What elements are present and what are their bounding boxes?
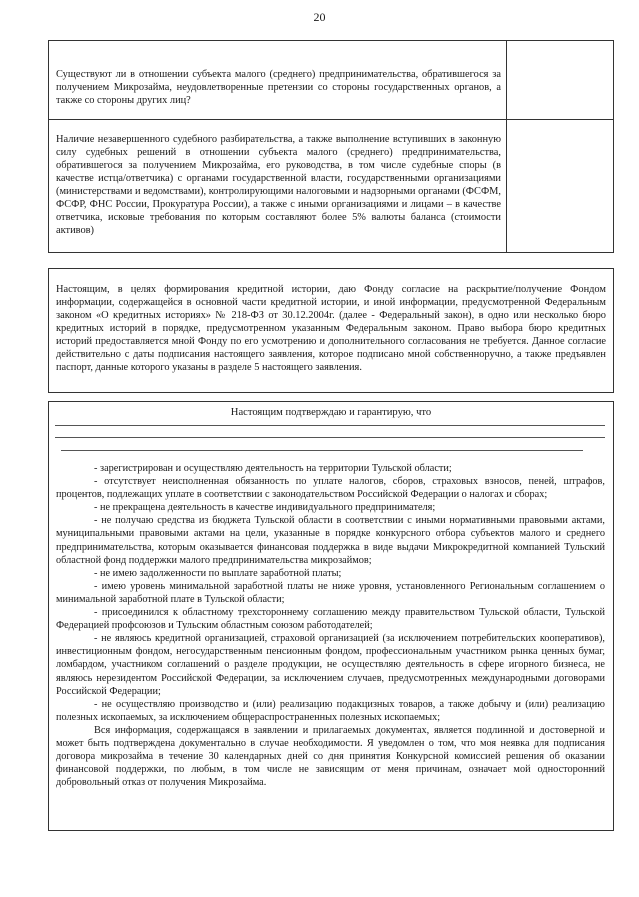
- guarantee-list: [56, 462, 605, 789]
- blank-line: [55, 425, 605, 426]
- guarantee-item: - имею уровень минимальной заработной платы не ниже уровня, установленного Региональным соглашением о минимальной заработной плате в Тульской области;: [56, 580, 605, 605]
- guarantee-item: - не прекращена деятельность в качестве индивидуального предпринимателя;: [94, 502, 436, 514]
- credit-history-consent: Настоящим, в целях формирования кредитной истории, даю Фонду согласие на раскрытие/получение Фондом информации, содержащейся в основной части кредитной истории, и иной информации, предусмотренной Федеральным законом «О кредитных историях» № 218-ФЗ от 30.12.2004г. (далее - Федеральный закон), в одно или несколько бюро кредитных историй в порядке, предусмотренном указанным Федеральным законом. Право выбора бюро кредитных историй предоставляется мной Фонду по его усмотрению и дополнительного согласования не требуется. Данное согласие действительно с даты подписания настоящего заявления, которое подписано мной собственноручно, а также предъявлен паспорт, данные которого указаны в разделе 5 настоящего заявления.: [48, 268, 614, 393]
- guarantee-title: Настоящим подтверждаю и гарантирую, что: [230, 407, 432, 418]
- guarantee-final-statement: Вся информация, содержащаяся в заявлении и прилагаемых документах, является подлинной и достоверной и может быть подтверждена документально в случае необходимости. Я уведомлен о том, что моя неявка для подписания договора микрозайма в течение 30 календарных дней со дня принятия Конкурсной комиссией решения об оказании финансовой поддержки, по любым, в том числе не зависящим от меня причинам, означает мой односторонний добровольный отказ от получения Микрозайма.: [56, 724, 605, 789]
- table-row-claims: Существуют ли в отношении субъекта малого (среднего) предпринимательства, обратившегося за получением Микрозайма, неудовлетворенные претензии со стороны государственных органов, а также со стороны других лиц?: [56, 69, 501, 106]
- guarantee-item: - не являюсь кредитной организацией, страховой организацией (за исключением потребительских кооперативов), инвестиционным фондом, негосударственным пенсионным фондом, профессиональным участником рынка ценных бумаг, ломбардом, участником соглашений о разделе продукции, не осуществляю деятельность в сфере игорного бизнеса, не являюсь нерезидентом Российской Федерации, за исключением случаев, предусмотренных международными договорами Российской Федерации;: [56, 633, 605, 697]
- guarantee-item: - отсутствует неисполненная обязанность по уплате налогов, сборов, страховых взносов, пеней, штрафов, процентов, подлежащих уплате в соответствии с законодательством Российской Федерации о налогах и сборах;: [56, 476, 605, 501]
- blank-line: [55, 437, 605, 438]
- answer-cell-litigation[interactable]: [507, 120, 614, 253]
- guarantee-item: - зарегистрирован и осуществляю деятельность на территории Тульской области;: [94, 463, 452, 474]
- guarantee-section: [48, 401, 614, 831]
- table-row-litigation: Наличие незавершенного судебного разбирательства, а также выполнение вступивших в законную силу судебных решений в отношении субъекта малого (среднего) предпринимательства, обратившегося за получением Микрозайма, его руководства, в том числе судебные споры (в качестве истца/ответчика) с органами государственной власти, государственными организациями (министерствами и ведомствами), контролирующими налоговыми и надзорными органами (ФСФМ, ФСФР, ФНС России, Прокуратура России), а также с иными организациями и лицами – в качестве ответчика, исковые требования по которым составляют более 5% валюты баланса (стоимости активов): [56, 134, 501, 236]
- guarantee-item: - не имею задолженности по выплате заработной платы;: [94, 567, 342, 579]
- questions-table: [48, 40, 614, 253]
- blank-line: [61, 450, 583, 451]
- page-number: 20: [313, 10, 326, 24]
- answer-cell-claims[interactable]: [507, 41, 614, 119]
- guarantee-item: - присоединился к областному трехстороннему соглашению между правительством Тульской области, Тульской Федерацией профсоюзов и Тульским областным союзом работодателей;: [56, 607, 605, 632]
- guarantee-item: - не получаю средства из бюджета Тульской области в соответствии с иными нормативными правовыми актами, муниципальными правовыми актами на цели, указанные в порядке конкурсного отбора субъектов малого и среднего предпринимательства, которым оказывается финансовая поддержка в виде выдачи Микрокредитной компанией Тульский областной фонд поддержки малого предпринимательства микрозаймов;: [56, 515, 605, 566]
- guarantee-item: - не осуществляю производство и (или) реализацию подакцизных товаров, а также добычу и (или) реализацию полезных ископаемых, за исключением общераспространенных полезных ископаемых;: [56, 698, 605, 723]
